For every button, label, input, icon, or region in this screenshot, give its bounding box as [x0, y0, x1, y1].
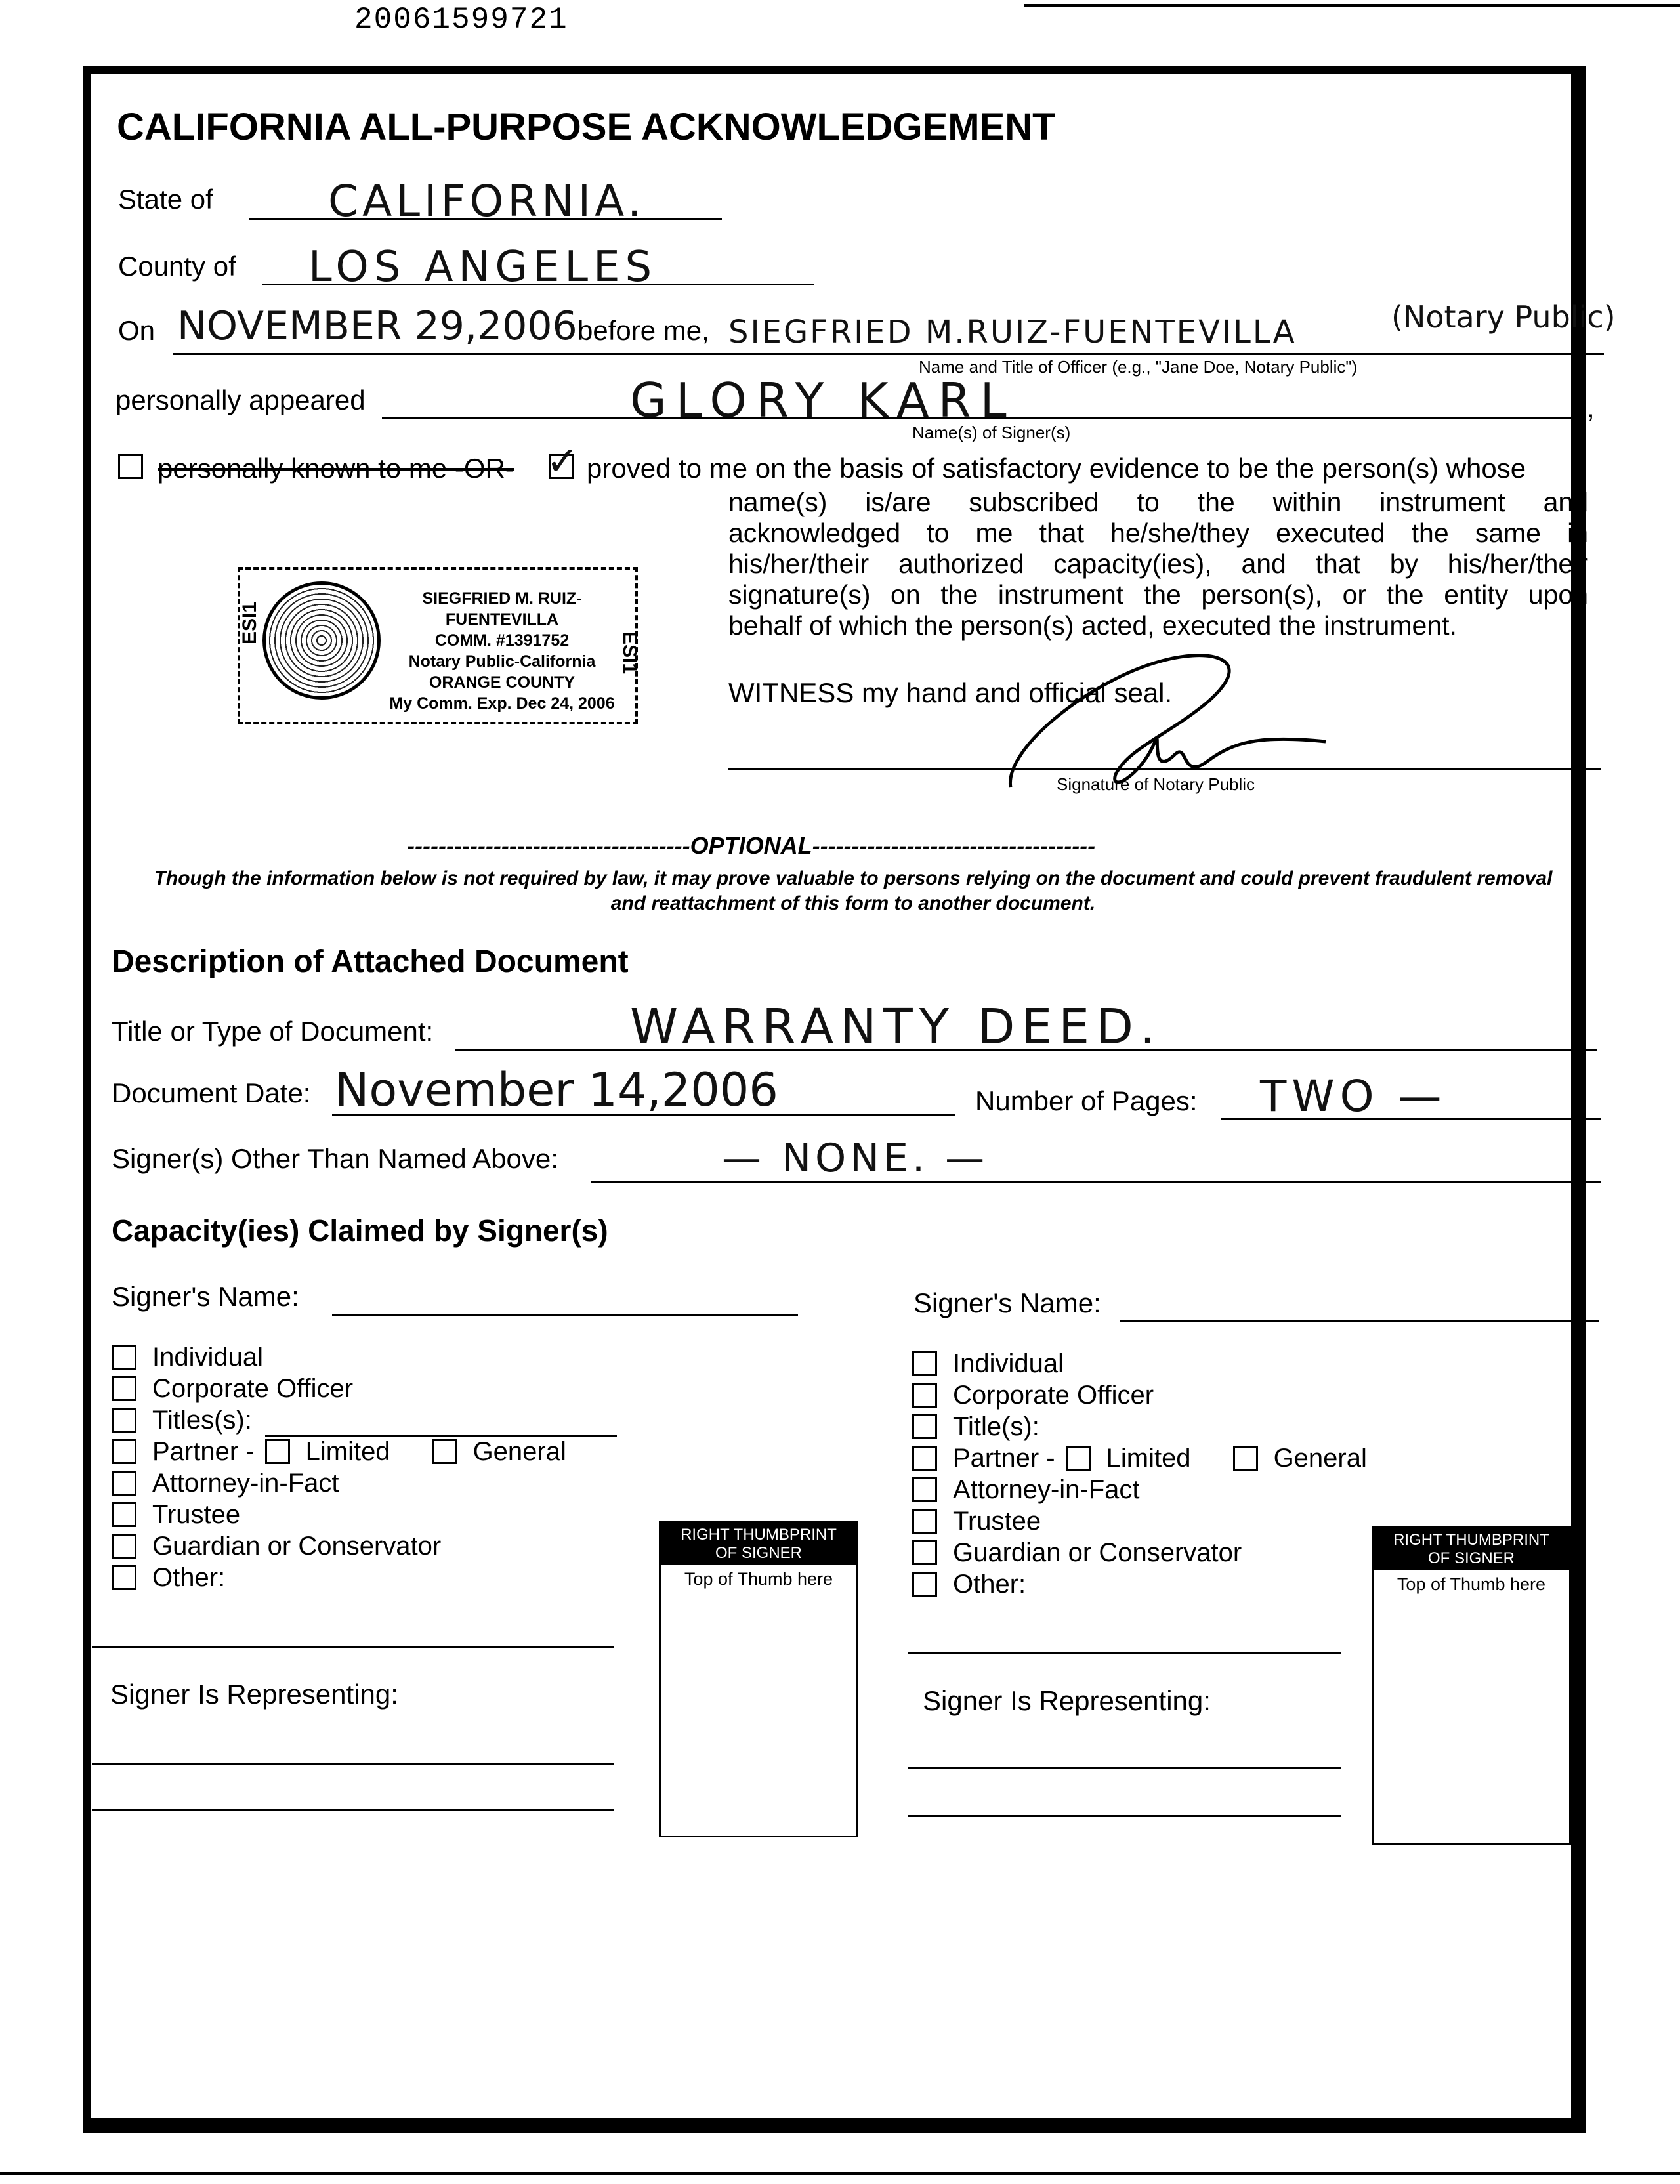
left-individual-checkbox[interactable] [112, 1345, 136, 1370]
county-label: County of [118, 251, 236, 282]
right-option-guardian[interactable] [912, 1537, 1367, 1568]
right-partner-checkbox[interactable] [912, 1446, 937, 1471]
stamp-comm: COMM. #1391752 [434, 631, 570, 650]
left-partner-label: Partner - [152, 1437, 255, 1466]
right-attorney-label: Attorney-in-Fact [953, 1475, 1140, 1504]
doc-date-label: Document Date: [112, 1078, 311, 1108]
left-thumb-header [661, 1523, 856, 1565]
left-thumbprint-box [659, 1521, 858, 1838]
optional-dashes-left: ------------------------------------ [407, 832, 690, 859]
right-option-partner[interactable] [912, 1442, 1367, 1474]
right-individual-checkbox[interactable] [912, 1351, 937, 1376]
stamp-text [381, 588, 623, 714]
right-option-individual[interactable] [912, 1348, 1367, 1379]
left-signer-name-label: Signer's Name: [112, 1281, 299, 1312]
right-other-checkbox[interactable] [912, 1572, 937, 1597]
right-option-other[interactable] [912, 1568, 1367, 1600]
left-signer-name-line [332, 1314, 798, 1316]
form-title: CALIFORNIA ALL-PURPOSE ACKNOWLEDGEMENT [117, 106, 1056, 148]
left-titles-label: Titles(s): [152, 1406, 252, 1435]
proved-text: proved to me on the basis of satisfactory evidence to be the person(s) whose [587, 453, 1526, 484]
left-option-individual[interactable] [112, 1341, 566, 1373]
appeared-comma: , [1587, 392, 1595, 423]
right-attorney-checkbox[interactable] [912, 1477, 937, 1502]
right-option-trustee[interactable] [912, 1505, 1367, 1537]
right-guardian-label: Guardian or Conservator [953, 1538, 1242, 1567]
right-thumbprint-box [1372, 1526, 1571, 1845]
right-other-label: Other: [953, 1570, 1026, 1599]
left-other-checkbox[interactable] [112, 1565, 136, 1590]
right-titles-label: Title(s): [953, 1412, 1040, 1441]
signer-value[interactable]: GLORY KARL [630, 373, 1016, 428]
left-corporate-label: Corporate Officer [152, 1374, 354, 1403]
right-trustee-label: Trustee [953, 1507, 1041, 1536]
left-representing-line-1 [92, 1763, 614, 1765]
right-option-titles[interactable] [912, 1411, 1367, 1442]
top-rule [1024, 4, 1680, 7]
doc-type-value[interactable]: WARRANTY DEED. [630, 999, 1162, 1055]
left-attorney-label: Attorney-in-Fact [152, 1469, 339, 1498]
ack-line-2: acknowledged to me that he/she/they executed the same in [728, 518, 1588, 548]
right-thumb-header [1374, 1528, 1569, 1570]
bottom-rule [0, 2172, 1680, 2175]
pages-label: Number of Pages: [975, 1085, 1198, 1116]
right-signer-name-label: Signer's Name: [914, 1288, 1101, 1318]
right-representing-label: Signer Is Representing: [923, 1685, 1211, 1716]
personally-known-label: personally known to me -OR- [158, 453, 514, 484]
left-trustee-label: Trustee [152, 1500, 241, 1529]
left-option-attorney[interactable] [112, 1467, 566, 1499]
description-heading: Description of Attached Document [112, 944, 629, 979]
stamp-code-right: ESI1 [619, 631, 640, 675]
right-thumb-header-line-2: OF SIGNER [1427, 1549, 1515, 1567]
ack-line-4: signature(s) on the instrument the person(s), or the entity upon [728, 579, 1588, 610]
right-trustee-checkbox[interactable] [912, 1509, 937, 1534]
left-option-titles[interactable] [112, 1404, 566, 1436]
left-option-trustee[interactable] [112, 1499, 566, 1530]
proved-check-icon: ✓ [546, 438, 579, 484]
right-corporate-label: Corporate Officer [953, 1381, 1154, 1410]
right-general-label: General [1273, 1444, 1367, 1473]
right-limited-label: Limited [1106, 1444, 1191, 1473]
left-option-partner[interactable] [112, 1436, 566, 1467]
right-thumb-header-line-1: RIGHT THUMBPRINT [1393, 1531, 1549, 1549]
stamp-name: SIEGFRIED M. RUIZ-FUENTEVILLA [422, 589, 582, 629]
other-signers-value[interactable]: — NONE. — [722, 1135, 989, 1181]
before-me-label: before me, [578, 315, 709, 346]
right-signer-name-line [1120, 1320, 1599, 1322]
left-option-guardian[interactable] [112, 1530, 566, 1562]
doc-date-value[interactable]: November 14,2006 [335, 1063, 778, 1117]
right-options [912, 1348, 1367, 1600]
acknowledgement-paragraph [728, 487, 1588, 641]
date-officer-line [173, 353, 1604, 355]
left-individual-label: Individual [152, 1343, 264, 1372]
right-option-attorney[interactable] [912, 1474, 1367, 1505]
left-limited-checkbox[interactable] [265, 1439, 290, 1464]
left-general-label: General [472, 1437, 566, 1466]
stamp-role: Notary Public-California [408, 652, 596, 671]
left-general-checkbox[interactable] [432, 1439, 457, 1464]
right-corporate-checkbox[interactable] [912, 1383, 937, 1408]
stamp-expires: My Comm. Exp. Dec 24, 2006 [389, 694, 615, 713]
right-individual-label: Individual [953, 1349, 1064, 1378]
left-guardian-label: Guardian or Conservator [152, 1532, 442, 1561]
right-option-corporate[interactable] [912, 1379, 1367, 1411]
other-signers-line [591, 1181, 1601, 1183]
officer-value[interactable]: SIEGFRIED M.RUIZ-FUENTEVILLA [728, 314, 1297, 350]
personally-known-checkbox[interactable] [118, 454, 143, 479]
stamp-code-left: ESI1 [239, 601, 261, 644]
optional-dashes-right: ------------------------------------ [812, 832, 1096, 859]
officer-hint: Name and Title of Officer (e.g., "Jane Doe, Notary Public") [919, 357, 1358, 377]
optional-note-line-2: and reattachment of this form to another document. [610, 892, 1096, 914]
optional-heading: OPTIONAL [690, 832, 812, 859]
left-trustee-checkbox[interactable] [112, 1502, 136, 1527]
left-representing-label: Signer Is Representing: [110, 1679, 398, 1710]
pages-value[interactable]: TWO — [1260, 1071, 1447, 1122]
right-guardian-checkbox[interactable] [912, 1540, 937, 1565]
left-other-label: Other: [152, 1563, 226, 1592]
left-other-line [92, 1646, 614, 1648]
state-label: State of [118, 184, 213, 215]
left-representing-line-2 [92, 1809, 614, 1811]
right-representing-line-2 [908, 1815, 1341, 1817]
optional-note [125, 866, 1582, 916]
left-titles-checkbox[interactable] [112, 1408, 136, 1433]
stamp-county: ORANGE COUNTY [429, 673, 576, 692]
right-thumb-sub: Top of Thumb here [1396, 1574, 1546, 1594]
left-partner-checkbox[interactable] [112, 1439, 136, 1464]
left-options [112, 1341, 566, 1593]
left-titles-line [265, 1435, 617, 1437]
on-label: On [118, 315, 156, 346]
signature-label: Signature of Notary Public [1057, 774, 1255, 794]
right-partner-label: Partner - [953, 1444, 1055, 1473]
document-number: 20061599721 [354, 3, 568, 37]
doc-type-label: Title or Type of Document: [112, 1016, 434, 1047]
optional-note-line-1: Though the information below is not required by law, it may prove valuable to persons relying on the document and could prevent fraudulent removal [154, 868, 1553, 889]
left-thumb-header-line-2: OF SIGNER [715, 1544, 802, 1562]
left-corporate-checkbox[interactable] [112, 1376, 136, 1401]
witness-text: WITNESS my hand and official seal. [728, 677, 1173, 708]
ack-line-1: name(s) is/are subscribed to the within instrument and [728, 487, 1588, 517]
left-attorney-checkbox[interactable] [112, 1471, 136, 1496]
left-thumb-sub: Top of Thumb here [684, 1569, 833, 1589]
right-limited-checkbox[interactable] [1066, 1446, 1091, 1471]
ack-line-5: behalf of which the person(s) acted, executed the instrument. [728, 610, 1457, 640]
left-thumb-header-line-1: RIGHT THUMBPRINT [681, 1526, 837, 1544]
right-representing-line-1 [908, 1767, 1341, 1769]
county-value[interactable]: LOS ANGELES [308, 243, 658, 291]
state-seal-icon [262, 581, 381, 700]
optional-heading-row [407, 832, 1293, 860]
signer-hint: Name(s) of Signer(s) [912, 423, 1071, 442]
appeared-label: personally appeared [116, 385, 366, 415]
right-other-line [908, 1652, 1341, 1654]
date-value[interactable]: NOVEMBER 29,2006 [177, 303, 578, 349]
left-option-other[interactable] [112, 1562, 566, 1593]
right-general-checkbox[interactable] [1233, 1446, 1258, 1471]
officer-title-value[interactable]: (Notary Public) [1391, 299, 1616, 335]
right-titles-checkbox[interactable] [912, 1414, 937, 1439]
left-option-corporate[interactable] [112, 1373, 566, 1404]
capacity-heading: Capacity(ies) Claimed by Signer(s) [112, 1213, 608, 1248]
left-guardian-checkbox[interactable] [112, 1534, 136, 1559]
state-value[interactable]: CALIFORNIA. [328, 176, 646, 226]
left-limited-label: Limited [305, 1437, 390, 1466]
other-signers-label: Signer(s) Other Than Named Above: [112, 1143, 558, 1174]
ack-line-3: his/her/their authorized capacity(ies), and that by his/her/their [728, 549, 1588, 579]
